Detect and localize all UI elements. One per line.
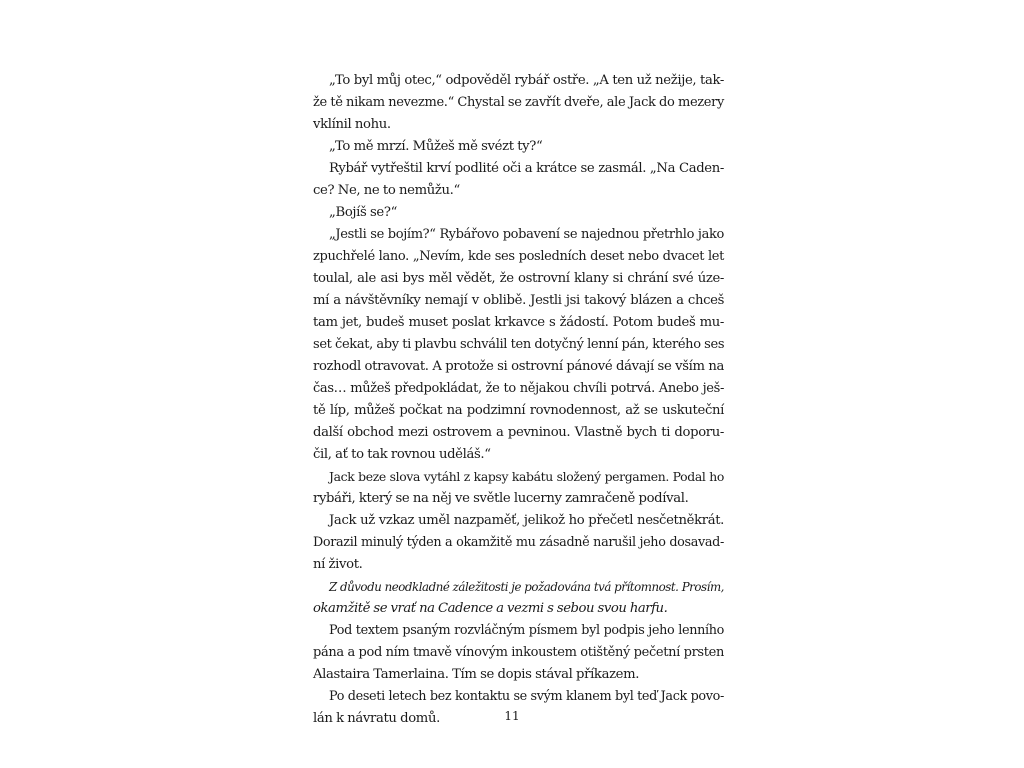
text-line: Dorazil minulý týden a okamžitě mu zásadně narušil jeho dosavad-	[313, 535, 724, 550]
text-line: Rybář vytřeštil krví podlité oči a krátce se zasmál. „Na Caden-	[329, 161, 724, 176]
text-line: lán k návratu domů.	[313, 711, 440, 726]
text-line: že tě nikam nevezme.“ Chystal se zavřít dveře, ale Jack do mezery	[313, 95, 724, 110]
text-line: zpuchřelé lano. „Nevím, kde ses posledních deset nebo dvacet let	[313, 249, 724, 264]
text-line: rybáři, který se na něj ve světle lucerny zamračeně podíval.	[313, 491, 689, 506]
text-line: čil, ať to tak rovnou uděláš.“	[313, 447, 491, 462]
text-line: Alastaira Tamerlaina. Tím se dopis stával příkazem.	[313, 667, 640, 682]
text-line: Po deseti letech bez kontaktu se svým klanem byl teď Jack povo-	[329, 689, 724, 704]
body-text	[313, 70, 724, 730]
text-line: „To byl můj otec,“ odpověděl rybář ostře. „A ten už nežije, tak-	[329, 73, 724, 88]
text-line: tam jet, budeš muset poslat krkavce s žádostí. Potom budeš mu-	[313, 315, 724, 330]
text-line: set čekat, aby ti plavbu schválil ten dotyčný lenní pán, kterého ses	[313, 337, 725, 352]
text-line: ní život.	[313, 557, 363, 572]
italic-text-line: okamžitě se vrať na Cadence a vezmi s sebou svou harfu.	[313, 601, 668, 616]
text-line: tě líp, můžeš počkat na podzimní rovnodennost, až se uskuteční	[313, 403, 724, 418]
text-line: další obchod mezi ostrovem a pevninou. Vlastně bych ti doporu-	[313, 425, 724, 440]
text-line: „Bojíš se?“	[329, 205, 397, 220]
text-line: čas… můžeš předpokládat, že to nějakou chvíli potrvá. Anebo ješ-	[313, 381, 724, 396]
text-line: rozhodl otravovat. A protože si ostrovní pánové dávají se vším na	[313, 359, 724, 374]
text-line: „Jestli se bojím?“ Rybářovo pobavení se najednou přetrhlo jako	[329, 227, 724, 242]
text-line: „To mě mrzí. Můžeš mě svézt ty?“	[329, 139, 543, 154]
page-number: 11	[504, 709, 520, 723]
italic-text-line: Z důvodu neodkladné záležitosti je požadována tvá přítomnost. Prosím,	[329, 580, 724, 594]
text-line: mí a návštěvníky nemají v oblibě. Jestli jsi takový blázen a chceš	[313, 293, 724, 308]
text-line: pána a pod ním tmavě vínovým inkoustem otištěný pečetní prsten	[313, 645, 724, 660]
text-line: toulal, ale asi bys měl vědět, že ostrovní klany si chrání své úze-	[313, 271, 724, 286]
text-line: ce? Ne, ne to nemůžu.“	[313, 183, 460, 198]
text-line: Jack už vzkaz uměl nazpaměť, jelikož ho přečetl nesčetněkrát.	[329, 513, 724, 528]
text-line: Pod textem psaným rozvláčným písmem byl podpis jeho lenního	[329, 623, 724, 638]
text-line: Jack beze slova vytáhl z kapsy kabátu složený pergamen. Podal ho	[329, 469, 724, 484]
text-line: vklínil nohu.	[313, 117, 391, 132]
